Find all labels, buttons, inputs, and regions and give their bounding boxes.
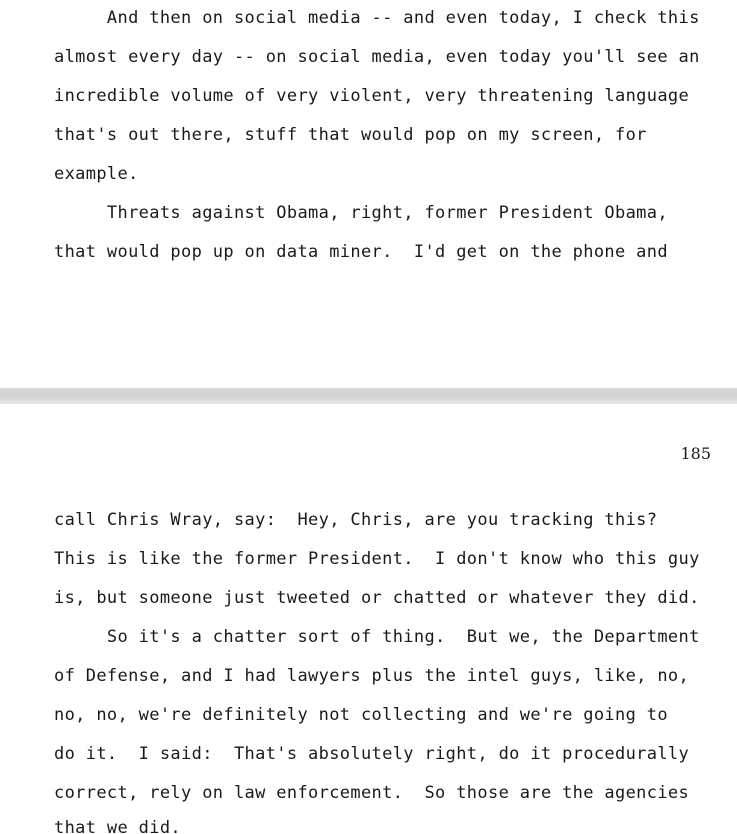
transcript-line: that we did. — [54, 818, 182, 834]
transcript-line: of Defense, and I had lawyers plus the intel guys, like, no, — [54, 666, 690, 686]
transcript-line: almost every day -- on social media, even today you'll see an — [54, 47, 700, 67]
page-number: 185 — [680, 444, 711, 463]
page-divider — [0, 388, 737, 404]
transcript-line: correct, rely on law enforcement. So those are the agencies — [54, 783, 690, 803]
transcript-page-top — [0, 0, 737, 388]
transcript-line: example. — [54, 164, 139, 184]
transcript-line: do it. I said: That's absolutely right, do it procedurally — [54, 744, 690, 764]
transcript-line: no, no, we're definitely not collecting and we're going to — [54, 705, 668, 725]
transcript-line: that would pop up on data miner. I'd get on the phone and — [54, 242, 668, 262]
transcript-line: is, but someone just tweeted or chatted or whatever they did. — [54, 588, 700, 608]
transcript-line: incredible volume of very violent, very threatening language — [54, 86, 690, 106]
transcript-line: that's out there, stuff that would pop on my screen, for — [54, 125, 647, 145]
transcript-line: Threats against Obama, right, former President Obama, — [54, 203, 668, 223]
transcript-line: So it's a chatter sort of thing. But we, the Department — [54, 627, 700, 647]
transcript-line: And then on social media -- and even today, I check this — [54, 8, 700, 28]
transcript-page-bottom — [0, 404, 737, 834]
transcript-line: This is like the former President. I don't know who this guy — [54, 549, 700, 569]
transcript-line: call Chris Wray, say: Hey, Chris, are you tracking this? — [54, 510, 658, 530]
